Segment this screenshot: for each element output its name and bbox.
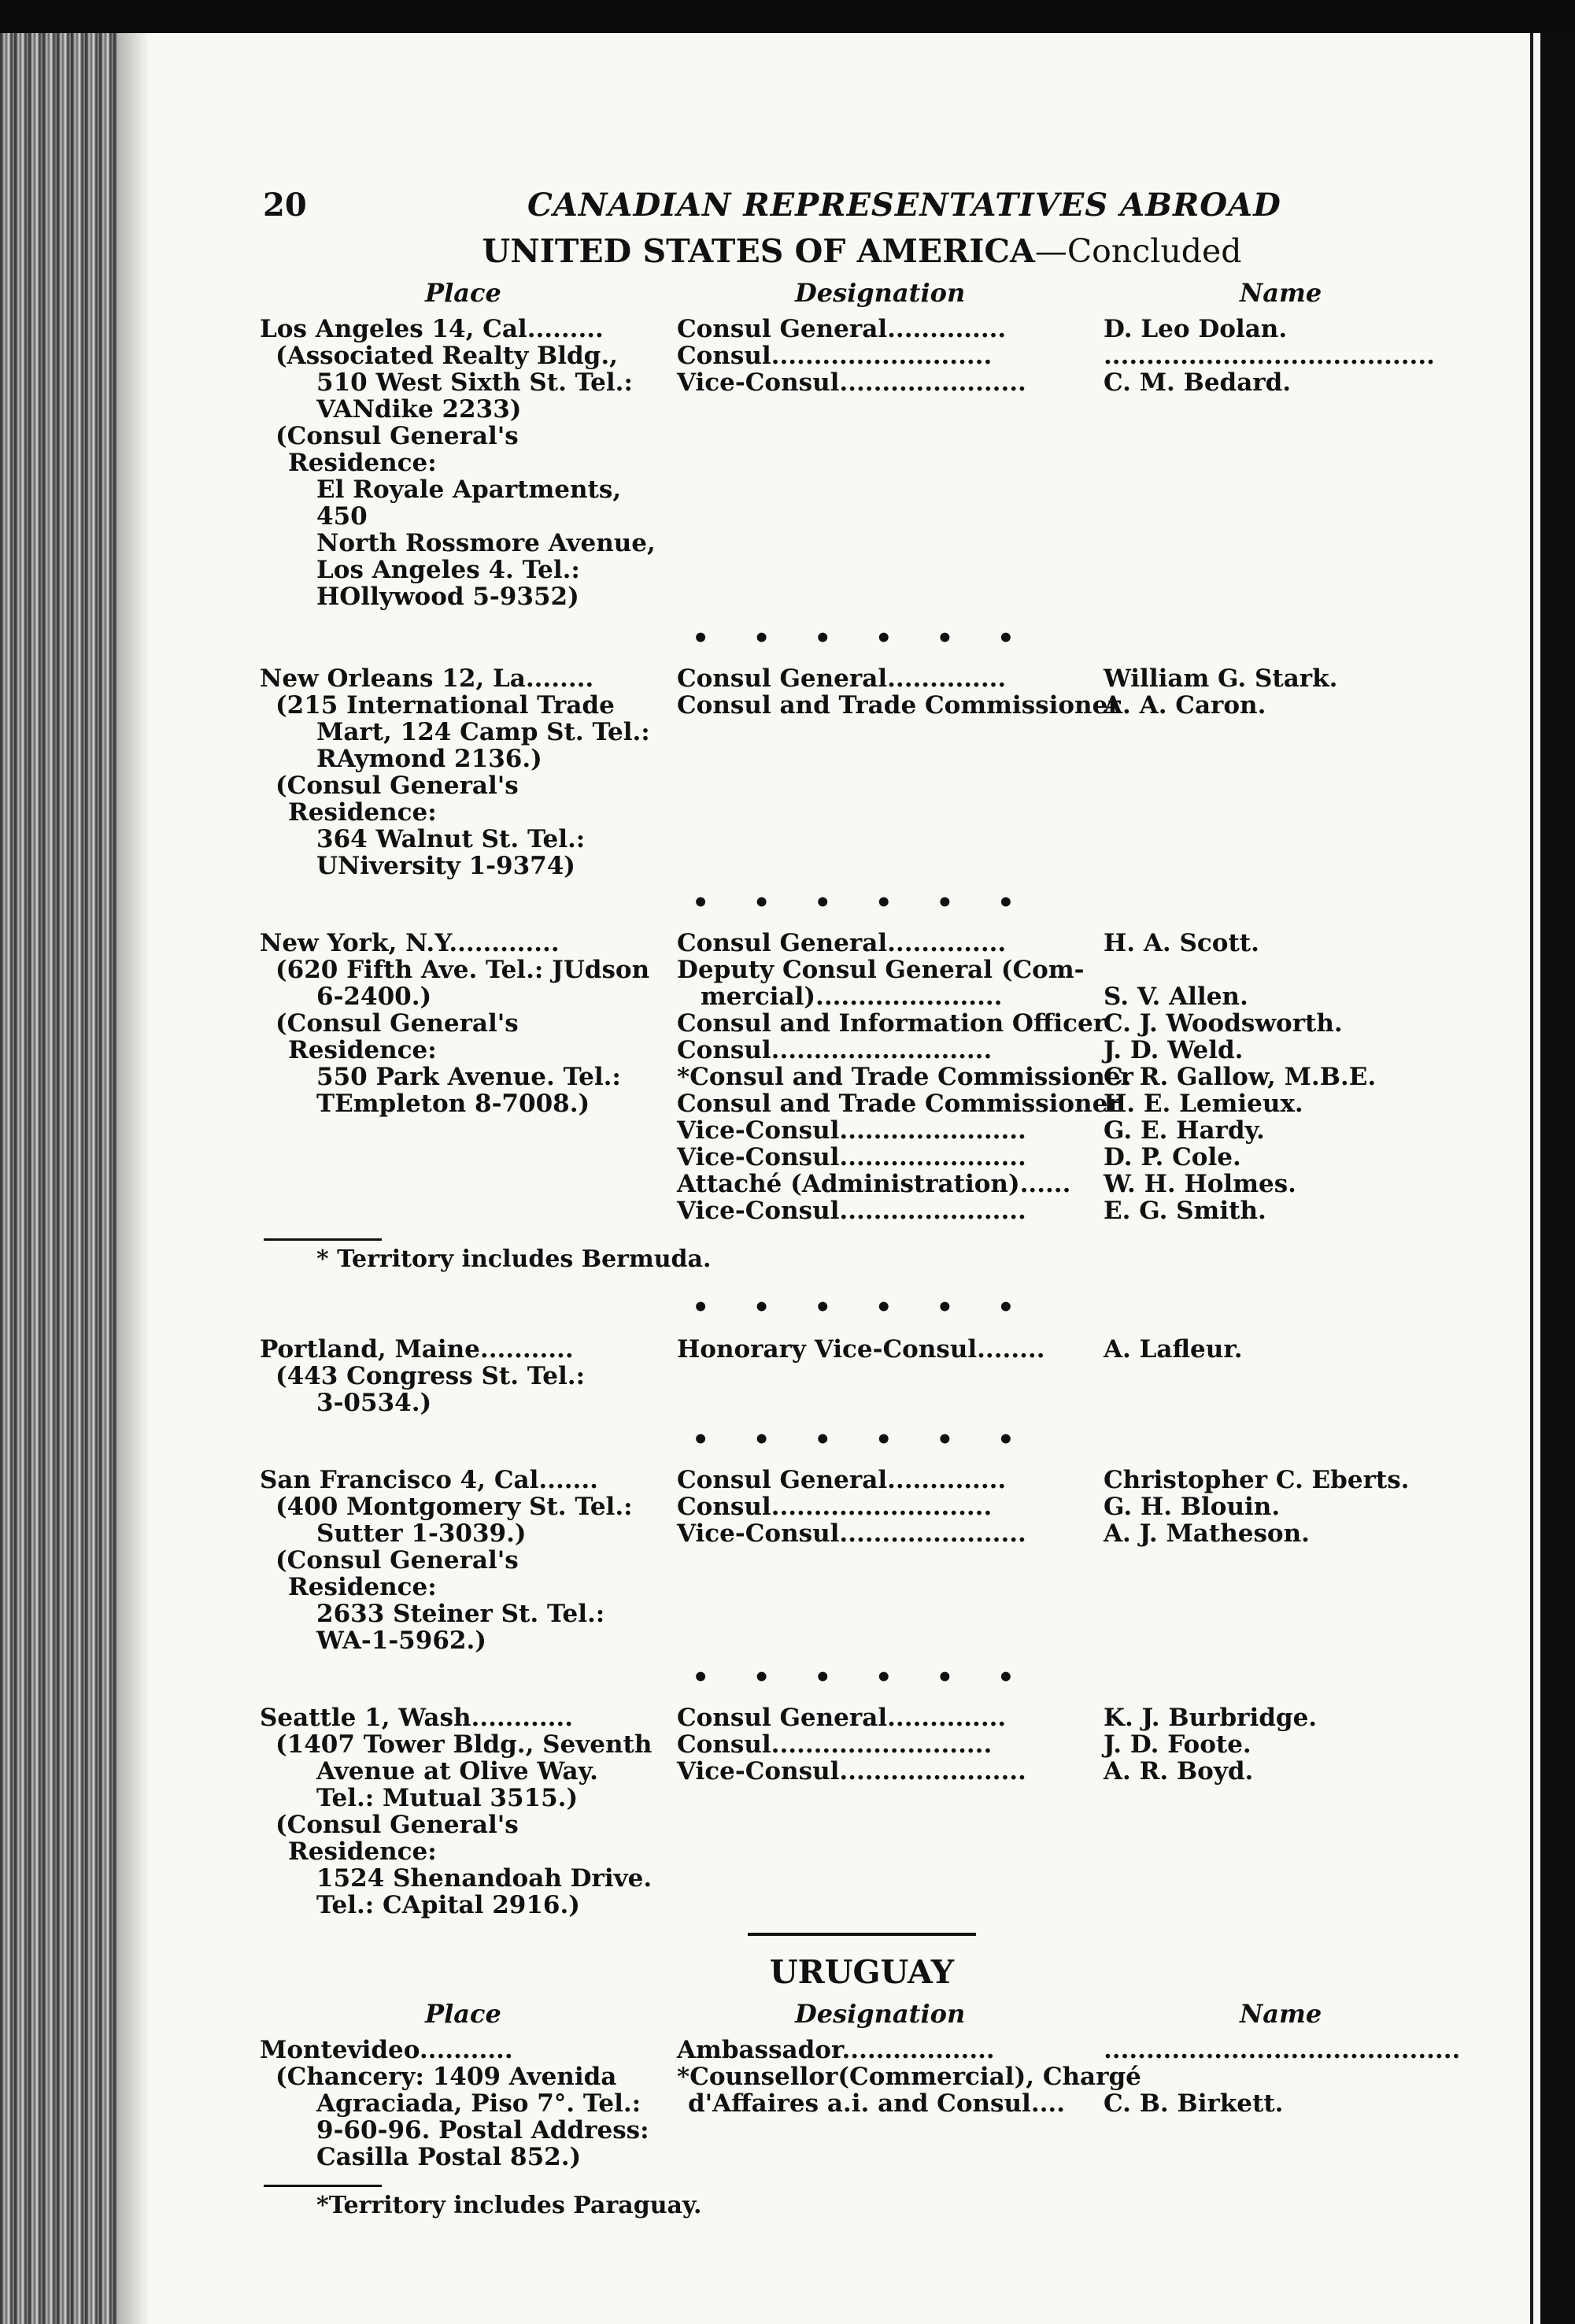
address-line: (Associated Realty Bldg., bbox=[275, 342, 618, 370]
section-separator: • • • • • • bbox=[692, 1424, 1032, 1456]
page-number: 20 bbox=[263, 187, 307, 224]
officer-name: E. G. Smith. bbox=[1104, 1197, 1266, 1225]
place-name: Seattle 1, Wash............ bbox=[260, 1704, 573, 1732]
running-header bbox=[260, 177, 1464, 232]
officer-name: Christopher C. Eberts. bbox=[1104, 1466, 1410, 1494]
address-line: Tel.: CApital 2916.) bbox=[316, 1891, 580, 1919]
column-header-designation: Designation bbox=[795, 1999, 966, 2029]
officer-name: G. E. Hardy. bbox=[1104, 1116, 1265, 1145]
place-name: New York, N.Y............. bbox=[260, 929, 560, 957]
country-name: URUGUAY bbox=[769, 1953, 955, 1991]
designation-column bbox=[669, 929, 1133, 1225]
address-line: Mart, 124 Camp St. Tel.: bbox=[316, 718, 650, 746]
designation: Consul.......................... bbox=[677, 1493, 993, 1521]
address-line: 550 Park Avenue. Tel.: bbox=[316, 1063, 621, 1091]
country-name: UNITED STATES OF AMERICA bbox=[482, 232, 1035, 270]
officer-name: A. J. Matheson. bbox=[1104, 1519, 1310, 1548]
name-column bbox=[1094, 1704, 1464, 1919]
officer-name: G. H. Blouin. bbox=[1104, 1493, 1281, 1521]
designation: Vice-Consul...................... bbox=[677, 1757, 1026, 1786]
officer-name: William G. Stark. bbox=[1104, 664, 1338, 693]
designation: Consul General.............. bbox=[677, 1466, 1007, 1494]
officer-name: A. A. Caron. bbox=[1104, 691, 1266, 720]
name-column bbox=[1094, 665, 1464, 879]
section-separator: • • • • • • bbox=[692, 1662, 1032, 1693]
address-line: RAymond 2136.) bbox=[316, 745, 542, 773]
address-line: 510 West Sixth St. Tel.: bbox=[316, 368, 633, 397]
place-column bbox=[260, 665, 669, 879]
designation: Consul.......................... bbox=[677, 342, 993, 370]
designation-column bbox=[669, 1336, 1094, 1416]
designation: Consul and Trade Commissioner bbox=[677, 1090, 1121, 1118]
section-separator: • • • • • • bbox=[692, 623, 1032, 654]
designation: Vice-Consul...................... bbox=[677, 368, 1026, 397]
officer-name: W. H. Holmes. bbox=[1104, 1170, 1296, 1198]
document-page bbox=[260, 177, 1464, 2230]
address-line: 6-2400.) bbox=[316, 983, 432, 1011]
designation: Consul General.............. bbox=[677, 664, 1007, 693]
place-name: Los Angeles 14, Cal......... bbox=[260, 315, 604, 343]
address-line: (215 International Trade bbox=[275, 691, 615, 720]
designation-column bbox=[669, 1704, 1094, 1919]
officer-name: S. V. Allen. bbox=[1104, 983, 1248, 1011]
place-column bbox=[260, 1704, 669, 1919]
name-column bbox=[1094, 2037, 1464, 2170]
designation: mercial)...................... bbox=[701, 983, 1003, 1011]
designation: d'Affaires a.i. and Consul.... bbox=[688, 2089, 1065, 2118]
officer-name: H. E. Lemieux. bbox=[1104, 1090, 1303, 1118]
address-line: 3-0534.) bbox=[316, 1389, 432, 1417]
officer-name-vacant: ....................................... bbox=[1104, 342, 1435, 370]
address-line: (443 Congress St. Tel.: bbox=[275, 1362, 586, 1390]
officer-name: K. J. Burbridge. bbox=[1104, 1704, 1318, 1732]
address-line: El Royale Apartments, 450 bbox=[316, 476, 622, 531]
address-line: Sutter 1-3039.) bbox=[316, 1519, 527, 1548]
address-line: (400 Montgomery St. Tel.: bbox=[275, 1493, 633, 1521]
address-line: Avenue at Olive Way. bbox=[316, 1757, 598, 1786]
column-header-designation: Designation bbox=[795, 278, 966, 308]
address-line: North Rossmore Avenue, bbox=[316, 529, 656, 557]
scan-binding-shadow bbox=[118, 33, 150, 2324]
address-line: HOllywood 5-9352) bbox=[316, 583, 579, 611]
place-column bbox=[260, 1467, 669, 1654]
country-title-uruguay bbox=[260, 1953, 1464, 1991]
officer-name-vacant: .......................................... bbox=[1104, 2036, 1461, 2064]
officer-name: J. D. Foote. bbox=[1104, 1730, 1251, 1759]
address-line: Casilla Postal 852.) bbox=[316, 2143, 582, 2171]
scan-right-line bbox=[1530, 33, 1533, 2324]
address-line: 9-60-96. Postal Address: bbox=[316, 2116, 649, 2145]
footnote-rule bbox=[264, 1238, 382, 1241]
designation: Consul.......................... bbox=[677, 1036, 993, 1064]
address-line: UNiversity 1-9374) bbox=[316, 852, 575, 880]
designation: Honorary Vice-Consul........ bbox=[677, 1335, 1045, 1364]
address-line: VANdike 2233) bbox=[316, 395, 522, 424]
name-column bbox=[1094, 1336, 1464, 1416]
consulate-entry bbox=[260, 1704, 1464, 1919]
officer-name: D. Leo Dolan. bbox=[1104, 315, 1288, 343]
officer-name: H. A. Scott. bbox=[1104, 929, 1259, 957]
officer-name: C. J. Woodsworth. bbox=[1104, 1009, 1343, 1038]
designation-column bbox=[669, 2036, 1141, 2170]
name-column bbox=[1094, 930, 1464, 1224]
address-line: (620 Fifth Ave. Tel.: JUdson bbox=[275, 956, 650, 984]
designation: *Consul and Trade Commissioner bbox=[677, 1063, 1133, 1091]
officer-name: C. M. Bedard. bbox=[1104, 368, 1292, 397]
address-line: (Consul General's Residence: bbox=[275, 772, 519, 827]
scan-top-border bbox=[0, 0, 1575, 33]
address-line: (Chancery: 1409 Avenida bbox=[275, 2063, 617, 2091]
designation: Attaché (Administration)...... bbox=[677, 1170, 1071, 1198]
designation: Consul General.............. bbox=[677, 1704, 1007, 1732]
address-line: TEmpleton 8-7008.) bbox=[316, 1090, 590, 1118]
address-line: (Consul General's Residence: bbox=[275, 1811, 519, 1866]
name-column bbox=[1094, 316, 1464, 610]
column-header-name: Name bbox=[1240, 1999, 1322, 2029]
designation-column bbox=[669, 316, 1094, 610]
column-header-name: Name bbox=[1240, 278, 1322, 308]
address-line: Agraciada, Piso 7°. Tel.: bbox=[316, 2089, 641, 2118]
country-divider-rule bbox=[748, 1933, 976, 1936]
officer-name: J. D. Weld. bbox=[1104, 1036, 1244, 1064]
place-column bbox=[260, 930, 669, 1224]
designation: *Counsellor(Commercial), Chargé bbox=[677, 2063, 1141, 2091]
officer-name: D. P. Cole. bbox=[1104, 1143, 1241, 1171]
column-headers bbox=[260, 278, 1464, 316]
designation: Consul and Information Officer bbox=[677, 1009, 1107, 1038]
address-line: 364 Walnut St. Tel.: bbox=[316, 825, 586, 853]
address-line: (1407 Tower Bldg., Seventh bbox=[275, 1730, 653, 1759]
section-separator: • • • • • • bbox=[692, 1292, 1032, 1323]
name-column bbox=[1094, 1467, 1464, 1654]
officer-name: A. Lafleur. bbox=[1104, 1335, 1243, 1364]
country-title-suffix: —Concluded bbox=[1034, 232, 1242, 270]
address-line: Los Angeles 4. Tel.: bbox=[316, 556, 580, 584]
place-name: San Francisco 4, Cal....... bbox=[260, 1466, 598, 1494]
designation: Ambassador.................. bbox=[677, 2036, 995, 2064]
country-title-usa bbox=[260, 232, 1464, 270]
designation: Consul and Trade Commissioner bbox=[677, 691, 1121, 720]
place-name: Portland, Maine........... bbox=[260, 1335, 574, 1364]
scan-binding-edge bbox=[0, 33, 118, 2324]
officer-name: C. B. Birkett. bbox=[1104, 2089, 1284, 2118]
footnote-rule bbox=[264, 2185, 382, 2187]
officer-name: A. R. Boyd. bbox=[1104, 1757, 1254, 1786]
embassy-entry bbox=[260, 2037, 1464, 2170]
column-headers bbox=[260, 1999, 1464, 2037]
designation-column bbox=[669, 1467, 1094, 1654]
address-line: 2633 Steiner St. Tel.: bbox=[316, 1600, 605, 1628]
consulate-entry bbox=[260, 665, 1464, 879]
place-name: New Orleans 12, La........ bbox=[260, 664, 594, 693]
footnote-paraguay: *Territory includes Paraguay. bbox=[316, 2192, 702, 2219]
place-column bbox=[260, 1336, 669, 1416]
place-column bbox=[260, 2037, 669, 2170]
place-column bbox=[260, 316, 669, 610]
running-title: CANADIAN REPRESENTATIVES ABROAD bbox=[527, 187, 1281, 224]
consulate-entry bbox=[260, 1467, 1464, 1654]
officer-name-blank bbox=[1104, 957, 1464, 983]
scan-right-border bbox=[1540, 33, 1575, 2324]
column-header-place: Place bbox=[425, 278, 501, 308]
designation: Vice-Consul...................... bbox=[677, 1143, 1026, 1171]
designation: Consul.......................... bbox=[677, 1730, 993, 1759]
designation: Consul General.............. bbox=[677, 929, 1007, 957]
address-line: Tel.: Mutual 3515.) bbox=[316, 1784, 579, 1812]
designation: Deputy Consul General (Com- bbox=[677, 956, 1085, 984]
designation-column bbox=[669, 664, 1121, 879]
consulate-entry bbox=[260, 1336, 1464, 1416]
designation: Vice-Consul...................... bbox=[677, 1116, 1026, 1145]
designation: Vice-Consul...................... bbox=[677, 1197, 1026, 1225]
designation: Vice-Consul...................... bbox=[677, 1519, 1026, 1548]
address-line: 1524 Shenandoah Drive. bbox=[316, 1864, 653, 1893]
consulate-entry bbox=[260, 930, 1464, 1224]
address-line: (Consul General's Residence: bbox=[275, 422, 519, 477]
column-header-place: Place bbox=[425, 1999, 501, 2029]
address-line: (Consul General's Residence: bbox=[275, 1009, 519, 1064]
section-separator: • • • • • • bbox=[692, 887, 1032, 919]
consulate-entry bbox=[260, 316, 1464, 610]
officer-name-blank bbox=[1104, 2063, 1464, 2090]
address-line: (Consul General's Residence: bbox=[275, 1546, 519, 1601]
place-name: Montevideo........... bbox=[260, 2036, 513, 2064]
address-line: WA-1-5962.) bbox=[316, 1626, 486, 1655]
designation: Consul General.............. bbox=[677, 315, 1007, 343]
footnote-bermuda: * Territory includes Bermuda. bbox=[316, 1245, 712, 1273]
officer-name: C. R. Gallow, M.B.E. bbox=[1104, 1063, 1377, 1091]
